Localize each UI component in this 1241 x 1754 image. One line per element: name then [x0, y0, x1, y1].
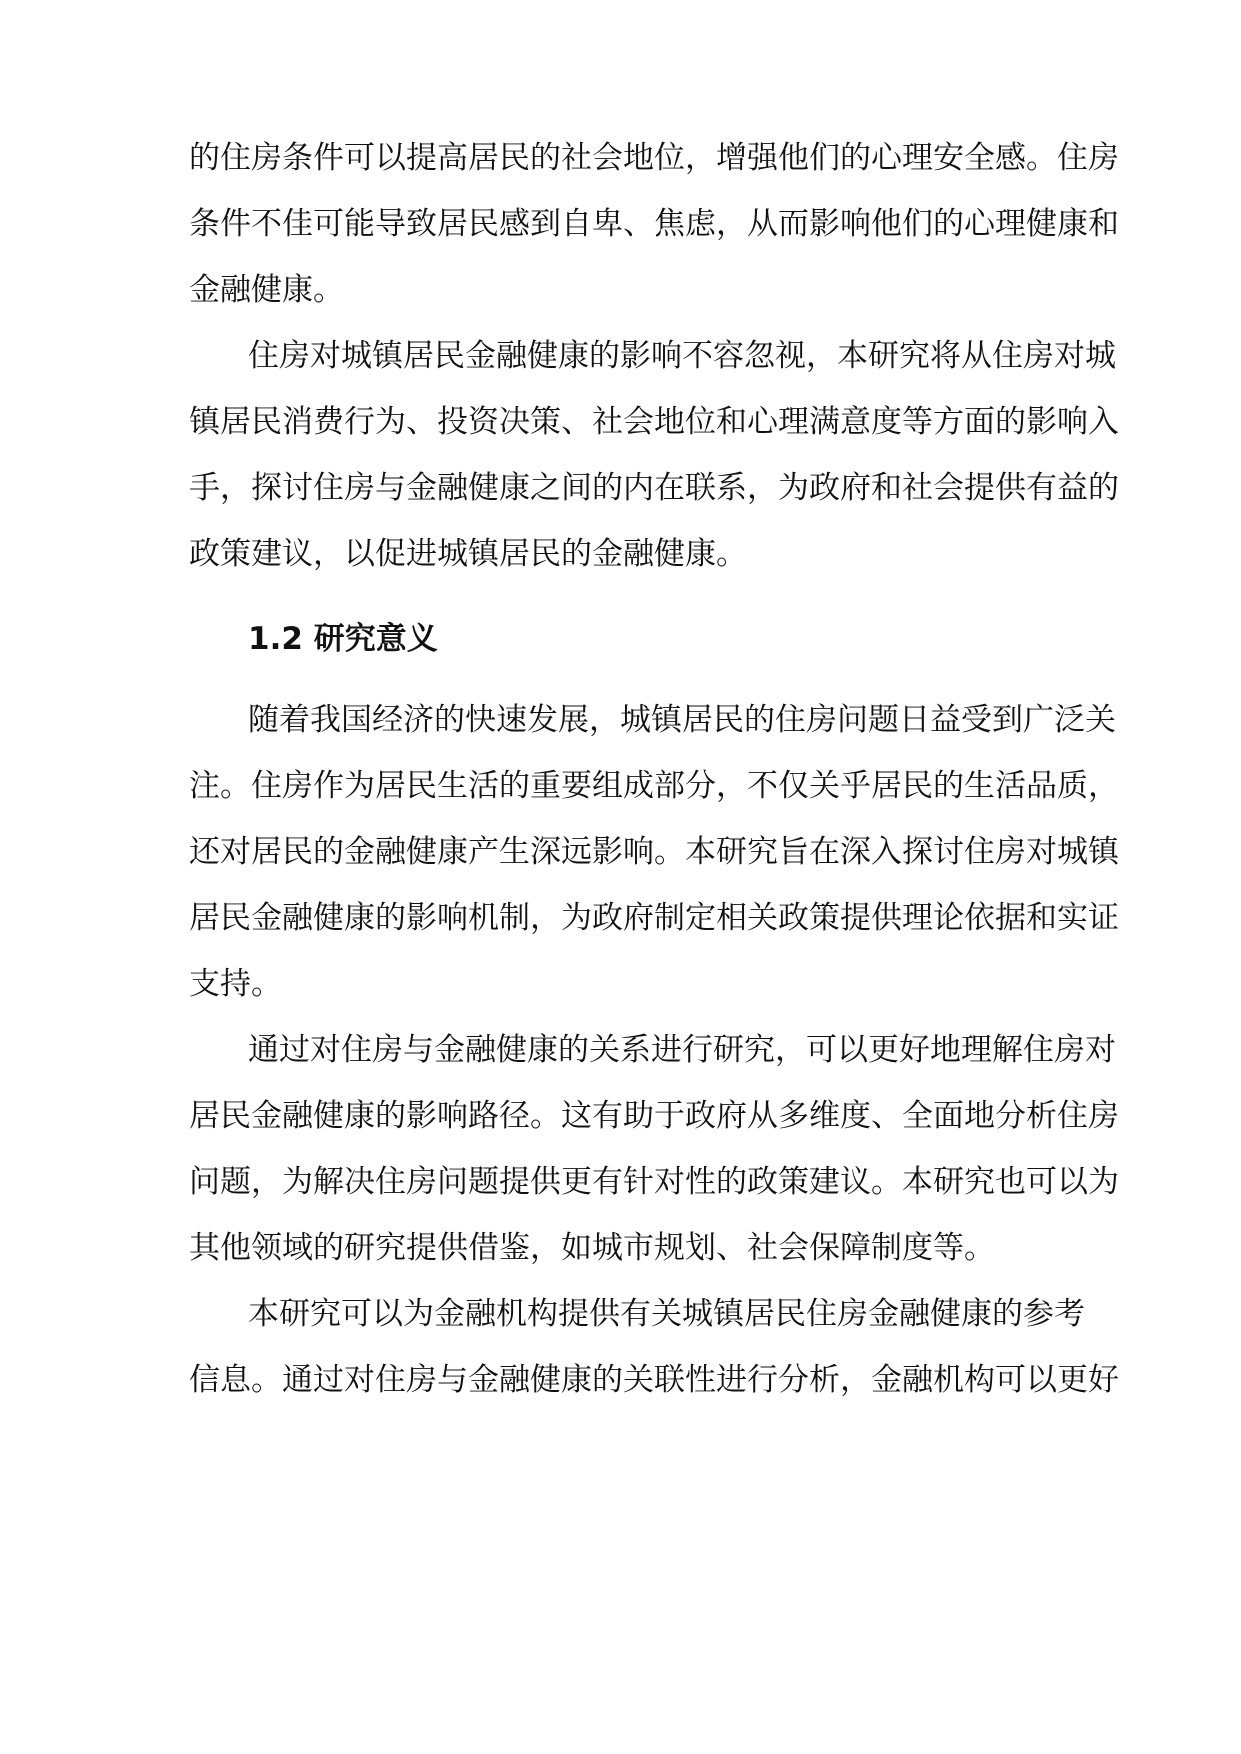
paragraph-2-line-2: 镇居民消费行为、投资决策、社会地位和心理满意度等方面的影响入 [189, 404, 1119, 440]
paragraph-4-line-4: 其他领域的研究提供借鉴，如城市规划、社会保障制度等。 [189, 1230, 995, 1266]
paragraph-5-line-1: 本研究可以为金融机构提供有关城镇居民住房金融健康的参考 [248, 1296, 1085, 1332]
section-heading: 1.2 研究意义 [248, 621, 438, 657]
paragraph-3-line-2: 注。住房作为居民生活的重要组成部分，不仅关乎居民的生活品质， [189, 768, 1119, 804]
paragraph-3-line-4: 居民金融健康的影响机制，为政府制定相关政策提供理论依据和实证 [189, 900, 1119, 936]
paragraph-3-line-3: 还对居民的金融健康产生深远影响。本研究旨在深入探讨住房对城镇 [189, 834, 1119, 870]
paragraph-4-line-3: 问题，为解决住房问题提供更有针对性的政策建议。本研究也可以为 [189, 1164, 1119, 1200]
paragraph-2-line-4: 政策建议，以促进城镇居民的金融健康。 [189, 536, 747, 572]
paragraph-3-line-1: 随着我国经济的快速发展，城镇居民的住房问题日益受到广泛关 [248, 702, 1116, 738]
paragraph-3-line-5: 支持。 [189, 966, 282, 1002]
paragraph-1-line-3: 金融健康。 [189, 272, 344, 308]
paragraph-4-line-1: 通过对住房与金融健康的关系进行研究，可以更好地理解住房对 [248, 1032, 1116, 1068]
paragraph-4-line-2: 居民金融健康的影响路径。这有助于政府从多维度、全面地分析住房 [189, 1098, 1119, 1134]
paragraph-5-line-2: 信息。通过对住房与金融健康的关联性进行分析，金融机构可以更好 [189, 1362, 1119, 1398]
paragraph-2-line-3: 手，探讨住房与金融健康之间的内在联系，为政府和社会提供有益的 [189, 470, 1119, 506]
paragraph-1-line-2: 条件不佳可能导致居民感到自卑、焦虑，从而影响他们的心理健康和 [189, 206, 1119, 242]
paragraph-1-line-1: 的住房条件可以提高居民的社会地位，增强他们的心理安全感。住房 [189, 140, 1119, 176]
paragraph-2-line-1: 住房对城镇居民金融健康的影响不容忽视，本研究将从住房对城 [248, 338, 1116, 374]
